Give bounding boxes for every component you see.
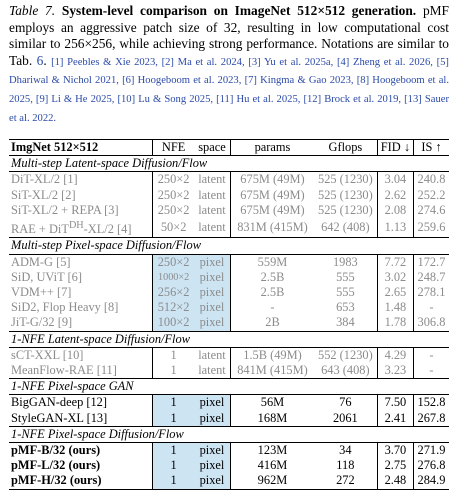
caption-body: pMF employs an aggressive patch size of 32, resulting in low computational cost similar to 256×256, while achieving strong performance. Notations are similar to Tab. [9, 3, 449, 68]
cell-gflops: 384 [336, 315, 355, 330]
cell-method: MeanFlow-RAE [11] [11, 362, 117, 377]
cell-is: 278.1 [413, 285, 449, 300]
group-header-row [9, 379, 449, 395]
cell-space: pixel [194, 458, 231, 473]
caption-references [9, 57, 449, 124]
cell-is: 306.8 [413, 315, 449, 331]
cell-nfe: 250×2 [153, 172, 194, 188]
cell-params: 123M [231, 442, 314, 458]
caption-label: Table 7. [9, 3, 56, 18]
table-row [9, 458, 449, 473]
cell-nfe: 1 [153, 473, 194, 489]
cell-fid: 7.50 [377, 395, 413, 411]
table-row [9, 473, 449, 489]
table-row [9, 300, 449, 315]
cell-gflops: 525 (1230) [318, 172, 373, 187]
table-row [9, 411, 449, 427]
cell-fid: 2.41 [377, 411, 413, 427]
cell-method: pMF-L/32 (ours) [11, 458, 101, 473]
cell-nfe: 1 [153, 442, 194, 458]
caption-tab-ref-link[interactable]: 6 [36, 52, 44, 68]
table-row [9, 315, 449, 331]
ref-link[interactable]: [12] Brock et al. 2019, [303, 93, 402, 105]
group-title: 1-NFE Pixel-space GAN [9, 379, 449, 395]
cell-fid: 2.62 [377, 188, 413, 203]
header-is: IS ↑ [413, 140, 449, 156]
cell-space: pixel [194, 285, 231, 300]
ref-link[interactable]: [13] Sauer et al. 2022. [9, 93, 449, 124]
ref-link[interactable]: [2] Ma et al. 2024, [161, 56, 245, 68]
header-params: params [231, 140, 314, 156]
cell-is: 152.8 [413, 395, 449, 411]
group-header-row [9, 331, 449, 347]
cell-method: pMF-B/32 (ours) [11, 442, 101, 457]
cell-gflops: 525 (1230) [318, 187, 373, 202]
header-gflops: Gflops [314, 140, 378, 156]
group-header-row [9, 426, 449, 442]
cell-gflops: 653 [336, 300, 355, 315]
cell-params: 675M (49M) [231, 203, 314, 218]
caption-title: System-level comparison on ImageNet 512×512 generation. [61, 3, 417, 18]
cell-gflops: 118 [336, 458, 355, 473]
header-fid: FID ↓ [377, 140, 413, 156]
cell-is: - [413, 363, 449, 379]
cell-is: - [413, 347, 449, 363]
table-row [9, 254, 449, 270]
cell-method: SiD, UViT [6] [11, 269, 82, 284]
cell-params: 1.5B (49M) [231, 347, 314, 363]
cell-gflops: 1983 [332, 254, 358, 269]
cell-params: 559M [231, 254, 314, 270]
cell-gflops: 555 [336, 269, 355, 284]
cell-space: latent [198, 202, 226, 217]
cell-fid: 3.04 [377, 172, 413, 188]
cell-fid: 2.75 [377, 458, 413, 473]
cell-params: 831M (415M) [231, 218, 314, 238]
cell-params: 416M [231, 458, 314, 473]
cell-space: pixel [194, 411, 231, 427]
cell-fid: 1.78 [377, 315, 413, 331]
results-table [9, 139, 449, 490]
cell-params: 675M (49M) [231, 188, 314, 203]
cell-gflops: 643 (408) [321, 362, 370, 377]
cell-is: 172.7 [413, 254, 449, 270]
table-row [9, 363, 449, 379]
cell-gflops: 555 [336, 284, 355, 299]
cell-space: pixel [194, 300, 231, 315]
ref-link[interactable]: [5] Dhariwal & Nichol 2021, [9, 56, 449, 87]
cell-space: pixel [194, 442, 231, 458]
cell-space: latent [198, 172, 226, 187]
group-title: 1-NFE Pixel-space Diffusion/Flow [9, 426, 449, 442]
cell-gflops: 76 [339, 395, 352, 410]
cell-gflops: 642 (408) [321, 220, 370, 235]
cell-is: 248.7 [413, 270, 449, 285]
cell-fid: 3.23 [377, 363, 413, 379]
cell-space: latent [198, 187, 226, 202]
cell-method [9, 218, 153, 238]
cell-method: StyleGAN-XL [13] [11, 410, 108, 425]
cell-is: 284.9 [413, 473, 449, 489]
cell-nfe: 250×2 [153, 254, 194, 270]
cell-method: sCT-XXL [10] [11, 347, 84, 362]
cell-method: ADM-G [5] [11, 254, 71, 269]
cell-nfe: 512×2 [153, 300, 194, 315]
table-header-row [9, 140, 449, 156]
cell-method: BigGAN-deep [12] [11, 395, 108, 410]
cell-space: pixel [194, 254, 231, 270]
ref-link[interactable]: [6] Hoogeboom et al. 2023, [122, 75, 242, 87]
cell-fid: 2.08 [377, 203, 413, 218]
cell-method: SiT-XL/2 + REPA [3] [11, 202, 119, 217]
table-row [9, 172, 449, 188]
cell-is: 274.6 [413, 203, 449, 218]
cell-params: 2.5B [231, 285, 314, 300]
cell-params: 675M (49M) [231, 172, 314, 188]
cell-params: 2.5B [231, 270, 314, 285]
cell-space: pixel [194, 395, 231, 411]
cell-nfe: 1 [153, 458, 194, 473]
cell-method: pMF-H/32 (ours) [9, 473, 153, 489]
cell-method: VDM++ [7] [11, 284, 72, 299]
cell-space: pixel [194, 315, 231, 331]
cell-is: 267.8 [413, 411, 449, 427]
table-row [9, 188, 449, 203]
header-nfe: NFE [153, 140, 194, 156]
cell-space: latent [198, 362, 226, 377]
group-title: 1-NFE Latent-space Diffusion/Flow [9, 331, 449, 347]
cell-space: latent [198, 347, 226, 362]
cell-nfe: 1 [153, 411, 194, 427]
cell-fid: 1.13 [377, 218, 413, 238]
cell-fid: 1.48 [377, 300, 413, 315]
table-row [9, 395, 449, 411]
group-header-row [9, 156, 449, 172]
cell-is: 276.8 [413, 458, 449, 473]
cell-space: latent [198, 220, 226, 235]
cell-method: SiD2, Flop Heavy [8] [11, 300, 119, 315]
group-header-row [9, 238, 449, 254]
cell-fid: 3.70 [377, 442, 413, 458]
cell-method: DiT-XL/2 [1] [11, 172, 78, 187]
cell-params: 841M (415M) [231, 363, 314, 379]
method-suffix: -XL/2 [4] [83, 222, 132, 237]
cell-is: 271.9 [413, 442, 449, 458]
group-title: Multi-step Pixel-space Diffusion/Flow [9, 238, 449, 254]
table-row [9, 442, 449, 458]
method-superscript: DH [68, 220, 84, 232]
cell-method: JiT-G/32 [9] [11, 315, 73, 330]
header-method: ImgNet 512×512 [9, 140, 153, 156]
cell-gflops: 552 (1230) [318, 347, 373, 362]
cell-space: pixel [194, 473, 231, 489]
table-row [9, 347, 449, 363]
cell-params: 2B [231, 315, 314, 331]
cell-gflops: 34 [339, 442, 352, 457]
ref-link[interactable]: [3] Yu et al. 2025a, [248, 56, 334, 68]
ref-link[interactable]: [7] Kingma & Gao 2023, [244, 75, 354, 87]
method-name: RAE + DiT [11, 222, 69, 237]
cell-is: 252.2 [413, 188, 449, 203]
cell-is: - [413, 300, 449, 315]
cell-nfe: 1000×2 [153, 270, 194, 285]
group-title: Multi-step Latent-space Diffusion/Flow [9, 156, 449, 172]
table-row [9, 203, 449, 218]
cell-fid: 3.02 [377, 270, 413, 285]
table-row [9, 285, 449, 300]
cell-nfe: 250×2 [153, 203, 194, 218]
table-row [9, 218, 449, 238]
table-row [9, 270, 449, 285]
cell-fid: 2.48 [377, 473, 413, 489]
cell-nfe: 1 [153, 347, 194, 363]
cell-nfe: 100×2 [153, 315, 194, 331]
ref-link[interactable]: [9] Li & He 2025, [35, 93, 115, 105]
table-caption: Table 7. System-level comparison on ImageNet 512×512 generation. pMF employs an aggressive patch size of 32, resulting in low computational cost similar to 256×256, while achieving strong performance. Notations are similar to Tab. 6. [1] Peebles & Xie 2023, [2] Ma et al. 2024, [3] Yu et al. 2025a, [4] Zheng et al. 2026, [5] Dhariwal & Nichol 2021, [6] Hoogeboom et al. 2023, [7] Kingma & Gao 2023, [8] Hoogeboom et al. 2025, [9] Li & He 2025, [10] Lu & Song 2025, [11] Hu et al. 2025, [12] Brock et al. 2019, [13] Sauer et al. 2022. [9, 3, 449, 124]
cell-params: - [231, 300, 314, 315]
ref-link[interactable]: [11] Hu et al. 2025, [216, 93, 301, 105]
cell-fid: 2.65 [377, 285, 413, 300]
cell-nfe: 1 [153, 395, 194, 411]
cell-fid: 4.29 [377, 347, 413, 363]
cell-params: 56M [231, 395, 314, 411]
cell-method: SiT-XL/2 [2] [11, 187, 76, 202]
ref-link[interactable]: [8] Hoogeboom et al. 2025, [9, 75, 449, 105]
cell-nfe: 250×2 [153, 188, 194, 203]
cell-params: 168M [231, 411, 314, 427]
ref-link[interactable]: [4] Zheng et al. 2026, [336, 56, 433, 68]
cell-fid: 7.72 [377, 254, 413, 270]
cell-space: pixel [194, 270, 231, 285]
header-space: space [194, 140, 231, 156]
cell-gflops: 2061 [332, 410, 358, 425]
cell-params: 962M [231, 473, 314, 489]
cell-nfe: 1 [153, 363, 194, 379]
ref-link[interactable]: [10] Lu & Song 2025, [117, 93, 214, 105]
cell-nfe: 50×2 [153, 218, 194, 238]
cell-is: 259.6 [413, 218, 449, 238]
cell-gflops: 272 [314, 473, 378, 489]
cell-nfe: 256×2 [153, 285, 194, 300]
cell-gflops: 525 (1230) [318, 202, 373, 217]
ref-link[interactable]: [1] Peebles & Xie 2023, [51, 56, 158, 68]
cell-is: 240.8 [413, 172, 449, 188]
